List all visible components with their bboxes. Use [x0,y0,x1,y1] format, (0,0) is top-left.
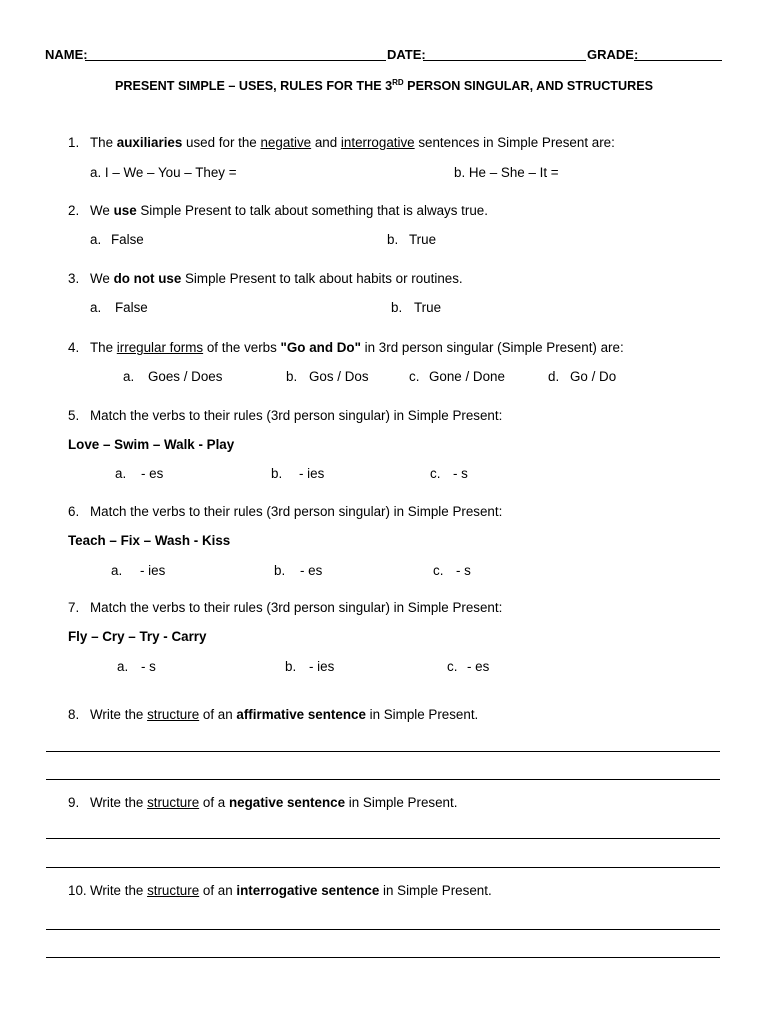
question-2-text: We use Simple Present to talk about something that is always true. [90,203,488,218]
question-9-answer-line-2[interactable] [46,867,720,868]
question-4-option-a: Goes / Does [148,369,223,384]
question-7-verbs: Fly – Cry – Try - Carry [68,629,207,644]
name-label: NAME: [45,47,88,62]
question-3-option-a-letter: a. [90,300,102,315]
question-6-option-b: - es [300,563,323,578]
question-7-text: Match the verbs to their rules (3rd person singular) in Simple Present: [90,600,503,615]
question-6-option-a-letter: a. [111,563,123,578]
question-4-option-b-letter: b. [286,369,298,384]
question-9-text: Write the structure of a negative sentence in Simple Present. [90,795,458,810]
question-1-number: 1. [68,135,80,150]
question-7-option-b: - ies [309,659,335,674]
question-5-option-a: - es [141,466,164,481]
question-2-option-a: False [111,232,144,247]
question-8-answer-line-2[interactable] [46,779,720,780]
question-3-option-a: False [115,300,148,315]
question-4-option-d-letter: d. [548,369,560,384]
question-7-option-b-letter: b. [285,659,297,674]
question-5-option-b: - ies [299,466,325,481]
question-5-option-c-letter: c. [430,466,441,481]
question-5-option-b-letter: b. [271,466,283,481]
question-10-number: 10. [68,883,87,898]
question-8-number: 8. [68,707,80,722]
question-1-option-b: b. He – She – It = [454,165,559,180]
question-2-option-b: True [409,232,437,247]
grade-field[interactable] [634,60,722,61]
date-field[interactable] [423,60,586,61]
question-10-answer-line-2[interactable] [46,957,720,958]
question-3-option-b: True [414,300,442,315]
question-7-number: 7. [68,600,80,615]
question-2-option-b-letter: b. [387,232,399,247]
question-8-text: Write the structure of an affirmative sentence in Simple Present. [90,707,479,722]
question-1-option-a: a. I – We – You – They = [90,165,237,180]
question-6-verbs: Teach – Fix – Wash - Kiss [68,533,231,548]
question-7-option-a: - s [141,659,156,674]
question-3-option-b-letter: b. [391,300,403,315]
question-7-option-a-letter: a. [117,659,129,674]
page-title: PRESENT SIMPLE – USES, RULES FOR THE 3RD PERSON SINGULAR, AND STRUCTURES [114,78,653,93]
question-7-option-c-letter: c. [447,659,458,674]
question-6-option-b-letter: b. [274,563,286,578]
question-4-option-b: Gos / Dos [309,369,369,384]
question-5-number: 5. [68,408,80,423]
question-2-option-a-letter: a. [90,232,102,247]
question-6-number: 6. [68,504,80,519]
question-3-number: 3. [68,271,80,286]
question-1-text: The auxiliaries used for the negative and interrogative sentences in Simple Present are: [90,135,615,150]
question-6-text: Match the verbs to their rules (3rd person singular) in Simple Present: [90,504,503,519]
question-4-option-a-letter: a. [123,369,135,384]
question-6-option-c-letter: c. [433,563,444,578]
question-8-answer-line-1[interactable] [46,751,720,752]
question-4-option-d: Go / Do [570,369,617,384]
question-9-answer-line-1[interactable] [46,838,720,839]
question-5-option-a-letter: a. [115,466,127,481]
question-4-number: 4. [68,340,80,355]
grade-label: GRADE: [587,47,639,62]
question-4-option-c: Gone / Done [429,369,505,384]
question-4-text: The irregular forms of the verbs "Go and Do" in 3rd person singular (Simple Present) are: [90,340,624,355]
date-label: DATE: [387,47,426,62]
question-3-text: We do not use Simple Present to talk about habits or routines. [90,271,463,286]
question-4-option-c-letter: c. [409,369,420,384]
question-2-number: 2. [68,203,80,218]
question-5-text: Match the verbs to their rules (3rd person singular) in Simple Present: [90,408,503,423]
name-field[interactable] [85,60,386,61]
question-7-option-c: - es [467,659,490,674]
question-5-verbs: Love – Swim – Walk - Play [68,437,235,452]
question-6-option-c: - s [456,563,471,578]
question-5-option-c: - s [453,466,468,481]
question-10-answer-line-1[interactable] [46,929,720,930]
question-10-text: Write the structure of an interrogative sentence in Simple Present. [90,883,492,898]
question-6-option-a: - ies [140,563,166,578]
question-9-number: 9. [68,795,80,810]
